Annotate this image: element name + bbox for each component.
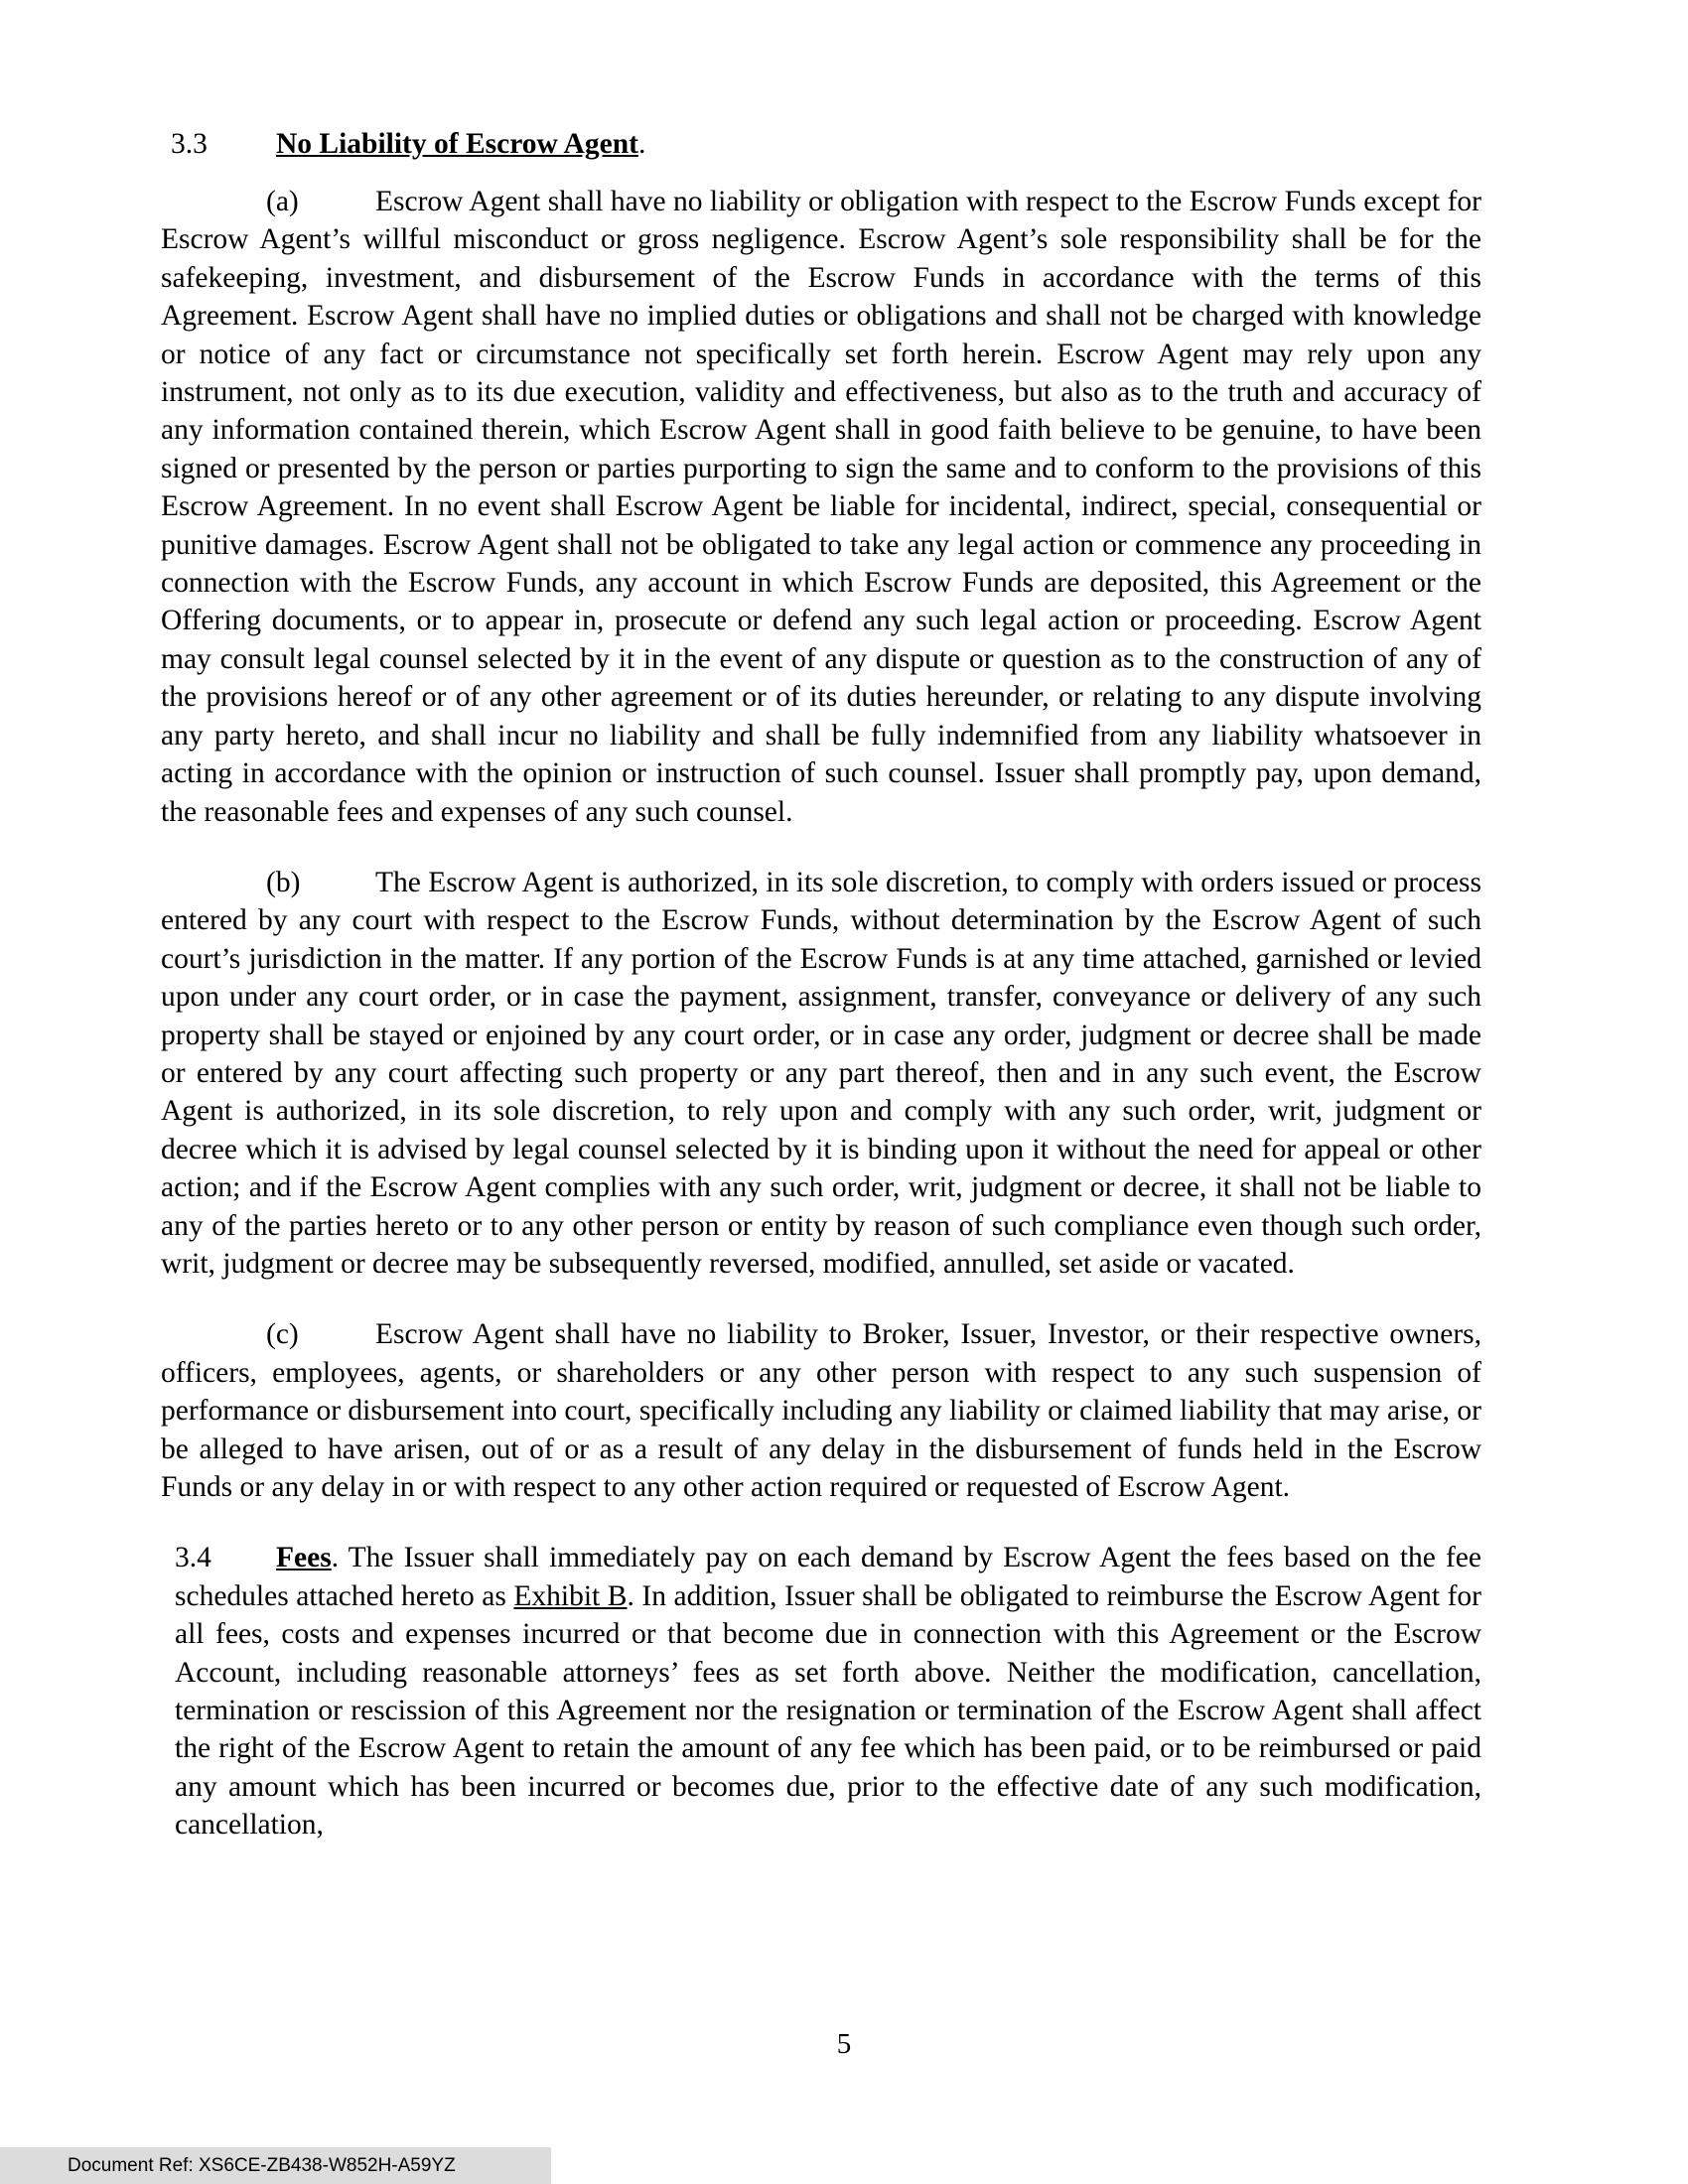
paragraph-c — [161, 1315, 1481, 1506]
paragraph-a — [161, 183, 1481, 831]
section-3-3-heading — [171, 125, 1481, 163]
fees-text-part-1: . The Issuer shall immediately pay on each demand by Escrow Agent the fees based on the fee schedules attached hereto as — [175, 1542, 1481, 1612]
section-3-4-fees — [175, 1539, 1481, 1843]
paragraph-label: (a) — [266, 186, 299, 217]
document-page — [161, 125, 1481, 1844]
paragraph-label: (c) — [266, 1318, 299, 1351]
section-title-period: . — [637, 128, 646, 160]
fees-text-part-2: . In addition, Issuer shall be obligated to reimburse the Escrow Agent for all fees, costs and expenses incurred or that become due in connection with this Agreement or the Escrow Account, including reasonable attorneys’ fees as set forth above. Neither the modification, cancellation, termination or rescission of this Agreement nor the resignation or termination of the Escrow Agent shall affect the right of the Escrow Agent to retain the amount of any fee which has been paid, or to be reimbursed or paid any amount which has been incurred or becomes due, prior to the effective date of any such modification, cancellation, — [175, 1579, 1481, 1842]
paragraph-b — [161, 864, 1481, 1283]
section-number: 3.4 — [175, 1542, 211, 1574]
paragraph-text: The Escrow Agent is authorized, in its sole discretion, to comply with orders issued or process entered by any court with respect to the Escrow Funds, without determination by the Escrow Agent of such court’s jurisdiction in the matter. If any portion of the Escrow Funds is at any time attached, garnished or levied upon under any court order, or in case the payment, assignment, transfer, conveyance or delivery of any such property shall be stayed or enjoined by any court order, or in case any order, judgment or decree shall be made or entered by any court affecting such property or any part thereof, then and in any such event, the Escrow Agent is authorized, in its sole discretion, to rely upon and comply with any such order, writ, judgment or decree which it is advised by legal counsel selected by it is binding upon it without the need for appeal or other action; and if the Escrow Agent complies with any such order, writ, judgment or decree, it shall not be liable to any of the parties hereto or to any other person or entity by reason of such compliance even though such order, writ, judgment or decree may be subsequently reversed, modified, annulled, set aside or vacated. — [161, 866, 1481, 1280]
section-title: Fees — [276, 1542, 332, 1574]
document-reference-bar — [0, 2147, 551, 2184]
exhibit-reference: Exhibit B — [513, 1579, 628, 1612]
paragraph-text: Escrow Agent shall have no liability or obligation with respect to the Escrow Funds except for Escrow Agent’s willful misconduct or gross negligence. Escrow Agent’s sole responsibility shall be for the safekeeping, investment, and disbursement of the Escrow Funds in accordance with the terms of this Agreement. Escrow Agent shall have no implied duties or obligations and shall not be charged with knowledge or notice of any fact or circumstance not specifically set forth herein. Escrow Agent may rely upon any instrument, not only as to its due execution, validity and effectiveness, but also as to the truth and accuracy of any information contained therein, which Escrow Agent shall in good faith believe to be genuine, to have been signed or presented by the person or parties purporting to sign the same and to conform to the provisions of this Escrow Agreement. In no event shall Escrow Agent be liable for incidental, indirect, special, consequential or punitive damages. Escrow Agent shall not be obligated to take any legal action or commence any proceeding in connection with the Escrow Funds, any account in which Escrow Funds are deposited, this Agreement or the Offering documents, or to appear in, prosecute or defend any such legal action or proceeding. Escrow Agent may consult legal counsel selected by it in the event of any dispute or question as to the construction of any of the provisions hereof or of any other agreement or of its duties hereunder, or relating to any dispute involving any party hereto, and shall incur no liability and shall be fully indemnified from any liability whatsoever in acting in accordance with the opinion or instruction of such counsel. Issuer shall promptly pay, upon demand, the reasonable fees and expenses of any such counsel. — [161, 186, 1481, 828]
page-number: 5 — [836, 2028, 852, 2060]
paragraph-label: (b) — [266, 866, 301, 898]
section-number: 3.3 — [171, 128, 208, 160]
document-reference: Document Ref: XS6CE-ZB438-W852H-A59YZ — [68, 2155, 456, 2176]
section-title: No Liability of Escrow Agent — [276, 128, 638, 160]
paragraph-text: Escrow Agent shall have no liability to Broker, Issuer, Investor, or their respective owners, officers, employees, agents, or shareholders or any other person with respect to any such suspension of performance or disbursement into court, specifically including any liability or claimed liability that may arise, or be alleged to have arisen, out of or as a result of any delay in the disbursement of funds held in the Escrow Funds or any delay in or with respect to any other action required or requested of Escrow Agent. — [161, 1318, 1481, 1503]
